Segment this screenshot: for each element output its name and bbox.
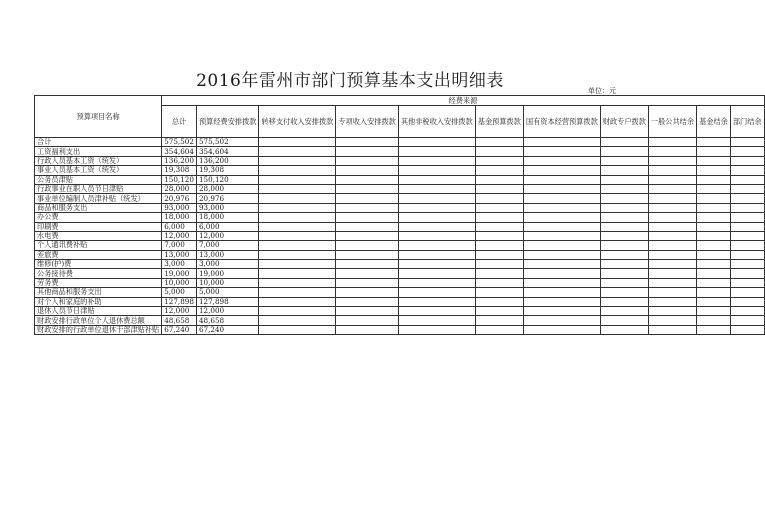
empty-cell [600,184,648,193]
row-name: 财政安排行政单位个人退休费总额 [35,316,162,325]
row-name: 对个人和家庭的补助 [35,297,162,306]
row-budget-allocation: 10,000 [196,278,259,287]
empty-cell [648,316,696,325]
row-name: 个人通讯费补贴 [35,241,162,250]
empty-cell [336,194,399,203]
empty-cell [600,222,648,231]
empty-cell [475,213,523,222]
row-budget-allocation: 7,000 [196,241,259,250]
empty-cell [259,316,336,325]
empty-cell [398,138,475,147]
empty-cell [398,166,475,175]
empty-cell [475,241,523,250]
empty-cell [398,213,475,222]
empty-cell [259,203,336,212]
table-row [35,288,765,297]
empty-cell [730,250,764,259]
row-total: 575,502 [162,138,197,147]
empty-cell [523,213,600,222]
empty-cell [336,288,399,297]
empty-cell [259,241,336,250]
empty-cell [697,325,731,334]
empty-cell [336,231,399,240]
empty-cell [648,250,696,259]
empty-cell [259,222,336,231]
empty-cell [398,203,475,212]
empty-cell [697,156,731,165]
empty-cell [730,147,764,156]
empty-cell [523,325,600,334]
empty-cell [336,203,399,212]
empty-cell [475,138,523,147]
table-row [35,166,765,175]
empty-cell [648,297,696,306]
empty-cell [697,222,731,231]
header-source-group: 经费来源 [162,96,764,106]
empty-cell [259,184,336,193]
row-name: 劳务费 [35,278,162,287]
column-header: 一般公共结余 [648,106,696,138]
empty-cell [398,288,475,297]
empty-cell [730,241,764,250]
empty-cell [398,250,475,259]
empty-cell [336,213,399,222]
table-row [35,231,765,240]
empty-cell [523,288,600,297]
empty-cell [648,203,696,212]
empty-cell [398,297,475,306]
empty-cell [730,222,764,231]
row-budget-allocation: 12,000 [196,307,259,316]
row-budget-allocation: 127,898 [196,297,259,306]
empty-cell [523,203,600,212]
empty-cell [336,297,399,306]
table-body [35,138,765,335]
empty-cell [336,138,399,147]
empty-cell [648,147,696,156]
row-name: 印刷费 [35,222,162,231]
empty-cell [523,194,600,203]
empty-cell [697,316,731,325]
empty-cell [336,250,399,259]
table-row [35,241,765,250]
empty-cell [730,325,764,334]
empty-cell [600,307,648,316]
empty-cell [259,260,336,269]
table-row [35,250,765,259]
table-row [35,307,765,316]
row-name: 事业单位编制人员津补贴（统发） [35,194,162,203]
empty-cell [648,260,696,269]
empty-cell [523,241,600,250]
empty-cell [398,194,475,203]
empty-cell [523,316,600,325]
row-name: 行政人员基本工资（统发） [35,156,162,165]
table-row [35,175,765,184]
row-budget-allocation: 19,000 [196,269,259,278]
empty-cell [730,316,764,325]
empty-cell [523,166,600,175]
empty-cell [600,175,648,184]
empty-cell [336,241,399,250]
table-row [35,297,765,306]
empty-cell [523,156,600,165]
empty-cell [336,316,399,325]
empty-cell [730,175,764,184]
table-row [35,325,765,334]
row-budget-allocation: 6,000 [196,222,259,231]
empty-cell [475,166,523,175]
table-row [35,222,765,231]
empty-cell [398,278,475,287]
row-total: 127,898 [162,297,197,306]
empty-cell [600,278,648,287]
empty-cell [600,166,648,175]
empty-cell [600,203,648,212]
row-total: 48,658 [162,316,197,325]
empty-cell [475,269,523,278]
column-header: 总计 [162,106,197,138]
empty-cell [523,307,600,316]
empty-cell [259,269,336,278]
table-row [35,156,765,165]
empty-cell [697,307,731,316]
empty-cell [523,260,600,269]
empty-cell [730,278,764,287]
empty-cell [730,194,764,203]
empty-cell [600,260,648,269]
empty-cell [648,194,696,203]
row-budget-allocation: 67,240 [196,325,259,334]
column-header: 预算经费安排拨款 [196,106,259,138]
empty-cell [648,138,696,147]
empty-cell [259,138,336,147]
row-name: 事业人员基本工资（统发） [35,166,162,175]
empty-cell [475,297,523,306]
empty-cell [600,231,648,240]
empty-cell [475,231,523,240]
empty-cell [259,175,336,184]
row-budget-allocation: 150,120 [196,175,259,184]
row-budget-allocation: 48,658 [196,316,259,325]
row-name: 财政安排的行政单位退休干部津贴补贴 [35,325,162,334]
empty-cell [336,184,399,193]
empty-cell [398,316,475,325]
empty-cell [475,203,523,212]
empty-cell [648,269,696,278]
table-row [35,269,765,278]
empty-cell [523,175,600,184]
row-budget-allocation: 19,308 [196,166,259,175]
empty-cell [697,269,731,278]
row-name: 维修(护)费 [35,260,162,269]
empty-cell [259,156,336,165]
empty-cell [475,147,523,156]
empty-cell [648,175,696,184]
row-total: 18,000 [162,213,197,222]
row-name: 办公费 [35,213,162,222]
empty-cell [730,231,764,240]
empty-cell [398,222,475,231]
row-name: 公务接待费 [35,269,162,278]
column-header: 财政专户拨款 [600,106,648,138]
empty-cell [600,194,648,203]
row-total: 67,240 [162,325,197,334]
row-total: 19,000 [162,269,197,278]
empty-cell [697,278,731,287]
row-budget-allocation: 5,000 [196,288,259,297]
empty-cell [648,222,696,231]
empty-cell [648,307,696,316]
empty-cell [398,269,475,278]
empty-cell [697,138,731,147]
empty-cell [730,156,764,165]
empty-cell [259,307,336,316]
table-row [35,138,765,147]
empty-cell [523,138,600,147]
row-budget-allocation: 13,000 [196,250,259,259]
empty-cell [398,307,475,316]
row-total: 7,000 [162,241,197,250]
empty-cell [600,138,648,147]
empty-cell [475,184,523,193]
empty-cell [398,241,475,250]
empty-cell [600,288,648,297]
empty-cell [600,241,648,250]
empty-cell [730,203,764,212]
row-name: 合计 [35,138,162,147]
empty-cell [523,278,600,287]
empty-cell [398,231,475,240]
empty-cell [259,147,336,156]
empty-cell [475,278,523,287]
empty-cell [600,269,648,278]
header-item-name: 预算项目名称 [35,96,162,138]
empty-cell [600,250,648,259]
empty-cell [600,297,648,306]
empty-cell [697,231,731,240]
empty-cell [600,156,648,165]
empty-cell [648,278,696,287]
empty-cell [697,241,731,250]
empty-cell [648,288,696,297]
empty-cell [475,156,523,165]
table-row [35,194,765,203]
budget-table [34,95,765,335]
row-budget-allocation: 20,976 [196,194,259,203]
row-total: 19,308 [162,166,197,175]
row-total: 10,000 [162,278,197,287]
row-budget-allocation: 28,000 [196,184,259,193]
row-total: 3,000 [162,260,197,269]
row-total: 6,000 [162,222,197,231]
empty-cell [475,316,523,325]
empty-cell [730,166,764,175]
row-budget-allocation: 3,000 [196,260,259,269]
empty-cell [523,147,600,156]
empty-cell [398,147,475,156]
empty-cell [730,138,764,147]
empty-cell [336,166,399,175]
column-header: 专项收入安排拨款 [336,106,399,138]
row-total: 13,000 [162,250,197,259]
column-header: 部门结余 [730,106,764,138]
empty-cell [648,241,696,250]
row-name: 其他商品和服务支出 [35,288,162,297]
row-name: 工资福利支出 [35,147,162,156]
row-total: 93,000 [162,203,197,212]
empty-cell [730,297,764,306]
empty-cell [336,147,399,156]
empty-cell [648,213,696,222]
table-row [35,147,765,156]
empty-cell [259,278,336,287]
empty-cell [259,325,336,334]
empty-cell [648,156,696,165]
empty-cell [259,297,336,306]
empty-cell [648,231,696,240]
column-header: 其他非税收入安排拨款 [398,106,475,138]
table-row [35,213,765,222]
row-total: 354,604 [162,147,197,156]
row-budget-allocation: 12,000 [196,231,259,240]
row-name: 行政事业在职人员节日津贴 [35,184,162,193]
empty-cell [600,147,648,156]
row-total: 28,000 [162,184,197,193]
row-total: 20,976 [162,194,197,203]
empty-cell [648,166,696,175]
row-budget-allocation: 136,200 [196,156,259,165]
unit-label: 单位：元 [588,87,616,95]
empty-cell [398,184,475,193]
empty-cell [730,307,764,316]
table-row [35,316,765,325]
empty-cell [523,222,600,231]
column-header: 国有资本经营预算拨款 [523,106,600,138]
empty-cell [475,307,523,316]
empty-cell [600,316,648,325]
empty-cell [475,288,523,297]
empty-cell [523,297,600,306]
empty-cell [730,288,764,297]
empty-cell [697,250,731,259]
row-total: 150,120 [162,175,197,184]
empty-cell [398,260,475,269]
empty-cell [336,156,399,165]
row-name: 商品和服务支出 [35,203,162,212]
table-row [35,260,765,269]
row-total: 12,000 [162,307,197,316]
empty-cell [600,213,648,222]
empty-cell [336,175,399,184]
empty-cell [697,147,731,156]
row-budget-allocation: 354,604 [196,147,259,156]
empty-cell [398,175,475,184]
empty-cell [600,325,648,334]
empty-cell [259,231,336,240]
empty-cell [523,269,600,278]
empty-cell [336,307,399,316]
empty-cell [336,325,399,334]
table-row [35,184,765,193]
row-total: 12,000 [162,231,197,240]
empty-cell [259,166,336,175]
empty-cell [259,250,336,259]
empty-cell [697,166,731,175]
empty-cell [697,203,731,212]
empty-cell [259,288,336,297]
empty-cell [523,231,600,240]
row-name: 退休人员节日津贴 [35,307,162,316]
empty-cell [730,269,764,278]
row-budget-allocation: 93,000 [196,203,259,212]
empty-cell [697,194,731,203]
empty-cell [697,288,731,297]
empty-cell [259,213,336,222]
row-total: 136,200 [162,156,197,165]
row-budget-allocation: 575,502 [196,138,259,147]
empty-cell [697,213,731,222]
row-total: 5,000 [162,288,197,297]
empty-cell [475,260,523,269]
empty-cell [336,278,399,287]
empty-cell [697,297,731,306]
empty-cell [523,250,600,259]
empty-cell [475,194,523,203]
column-header: 基金结余 [697,106,731,138]
empty-cell [648,325,696,334]
empty-cell [398,156,475,165]
empty-cell [730,213,764,222]
empty-cell [475,175,523,184]
empty-cell [730,184,764,193]
empty-cell [475,250,523,259]
column-header: 转移支付收入安排拨款 [259,106,336,138]
row-budget-allocation: 18,000 [196,213,259,222]
row-name: 公务员津贴 [35,175,162,184]
empty-cell [730,260,764,269]
empty-cell [475,222,523,231]
row-name: 水电费 [35,231,162,240]
empty-cell [697,175,731,184]
row-name: 差旅费 [35,250,162,259]
empty-cell [648,184,696,193]
table-row [35,203,765,212]
column-header: 基金预算拨款 [475,106,523,138]
empty-cell [475,325,523,334]
empty-cell [523,184,600,193]
empty-cell [336,222,399,231]
empty-cell [697,260,731,269]
empty-cell [259,194,336,203]
table-row [35,278,765,287]
empty-cell [697,184,731,193]
empty-cell [336,260,399,269]
empty-cell [398,325,475,334]
page-title: 2016年雷州市部门预算基本支出明细表 [196,71,504,91]
empty-cell [336,269,399,278]
